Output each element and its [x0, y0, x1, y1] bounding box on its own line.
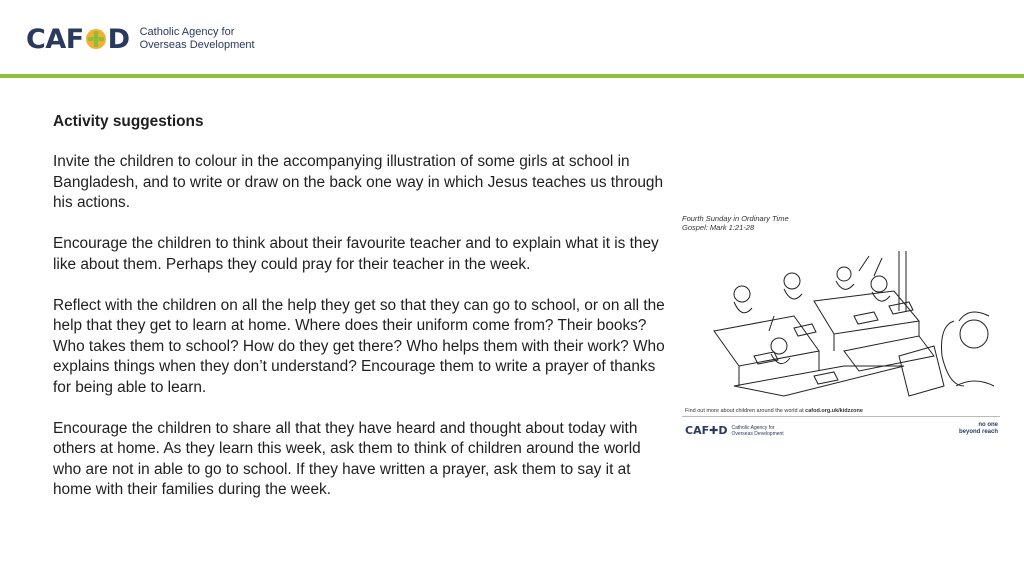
sheet-slogan — [959, 422, 998, 436]
sheet-footer-link[interactable]: cafod.org.uk/kidzzone — [805, 408, 863, 414]
sheet-brand-tagline — [731, 425, 783, 437]
paragraph-3: Reflect with the children on all the help they get so that they can go to school, or on all the help that they get to learn at home. Where does their uniform come from? Their books? Who takes them to school? How do they get there? Who helps them with their work? Who explains things when they don’t understand? Encourage them to write a prayer of thanks for being able to learn. — [53, 296, 665, 396]
sheet-slogan-2: beyond reach — [958, 429, 998, 435]
page-header — [0, 0, 1024, 76]
sheet-brand — [685, 424, 784, 437]
sheet-footer-prefix: Find out more about children around the world at — [685, 408, 806, 414]
classroom-illustration — [694, 236, 994, 406]
paragraph-2: Encourage the children to think about their favourite teacher and to explain what it is they like about them. Perhaps they could pray for their teacher in the week. — [53, 235, 659, 273]
activity-content — [53, 112, 673, 521]
logo-text-left: CAF — [26, 23, 84, 55]
logo-tagline-line2: Overseas Development — [139, 39, 255, 51]
colouring-sheet — [682, 214, 1000, 440]
sheet-slogan-1: no one — [978, 422, 998, 428]
sheet-brand-tagline-1: Catholic Agency for — [731, 424, 775, 431]
paragraph-1: Invite the children to colour in the accompanying illustration of some girls at school in Bangladesh, and to write or draw on the back one way in which Jesus teaches us through his actions. — [53, 153, 664, 211]
cross-icon — [85, 28, 107, 50]
activity-heading: Activity suggestions — [53, 113, 204, 130]
sheet-title: Fourth Sunday in Ordinary Time — [682, 214, 789, 223]
cafod-logo — [26, 22, 255, 56]
sheet-divider — [682, 416, 1000, 417]
sheet-gospel: Gospel: Mark 1:21-28 — [682, 223, 755, 232]
sheet-brand-wordmark: CAF✚D — [685, 424, 728, 437]
logo-tagline — [140, 26, 255, 52]
logo-tagline-line1: Catholic Agency for — [139, 26, 235, 38]
paragraph-4: Encourage the children to share all that they have heard and thought about today with others at home. As they learn this week, ask them to think of children around the world who are not in able to go to school. If they have written a prayer, ask them to say it at home with their families during the week. — [53, 419, 641, 498]
logo-text-right: D — [107, 23, 130, 55]
header-divider — [0, 74, 1024, 78]
sheet-footer — [685, 408, 863, 414]
sheet-brand-tagline-2: Overseas Development — [731, 430, 784, 437]
logo-wordmark — [26, 24, 130, 55]
